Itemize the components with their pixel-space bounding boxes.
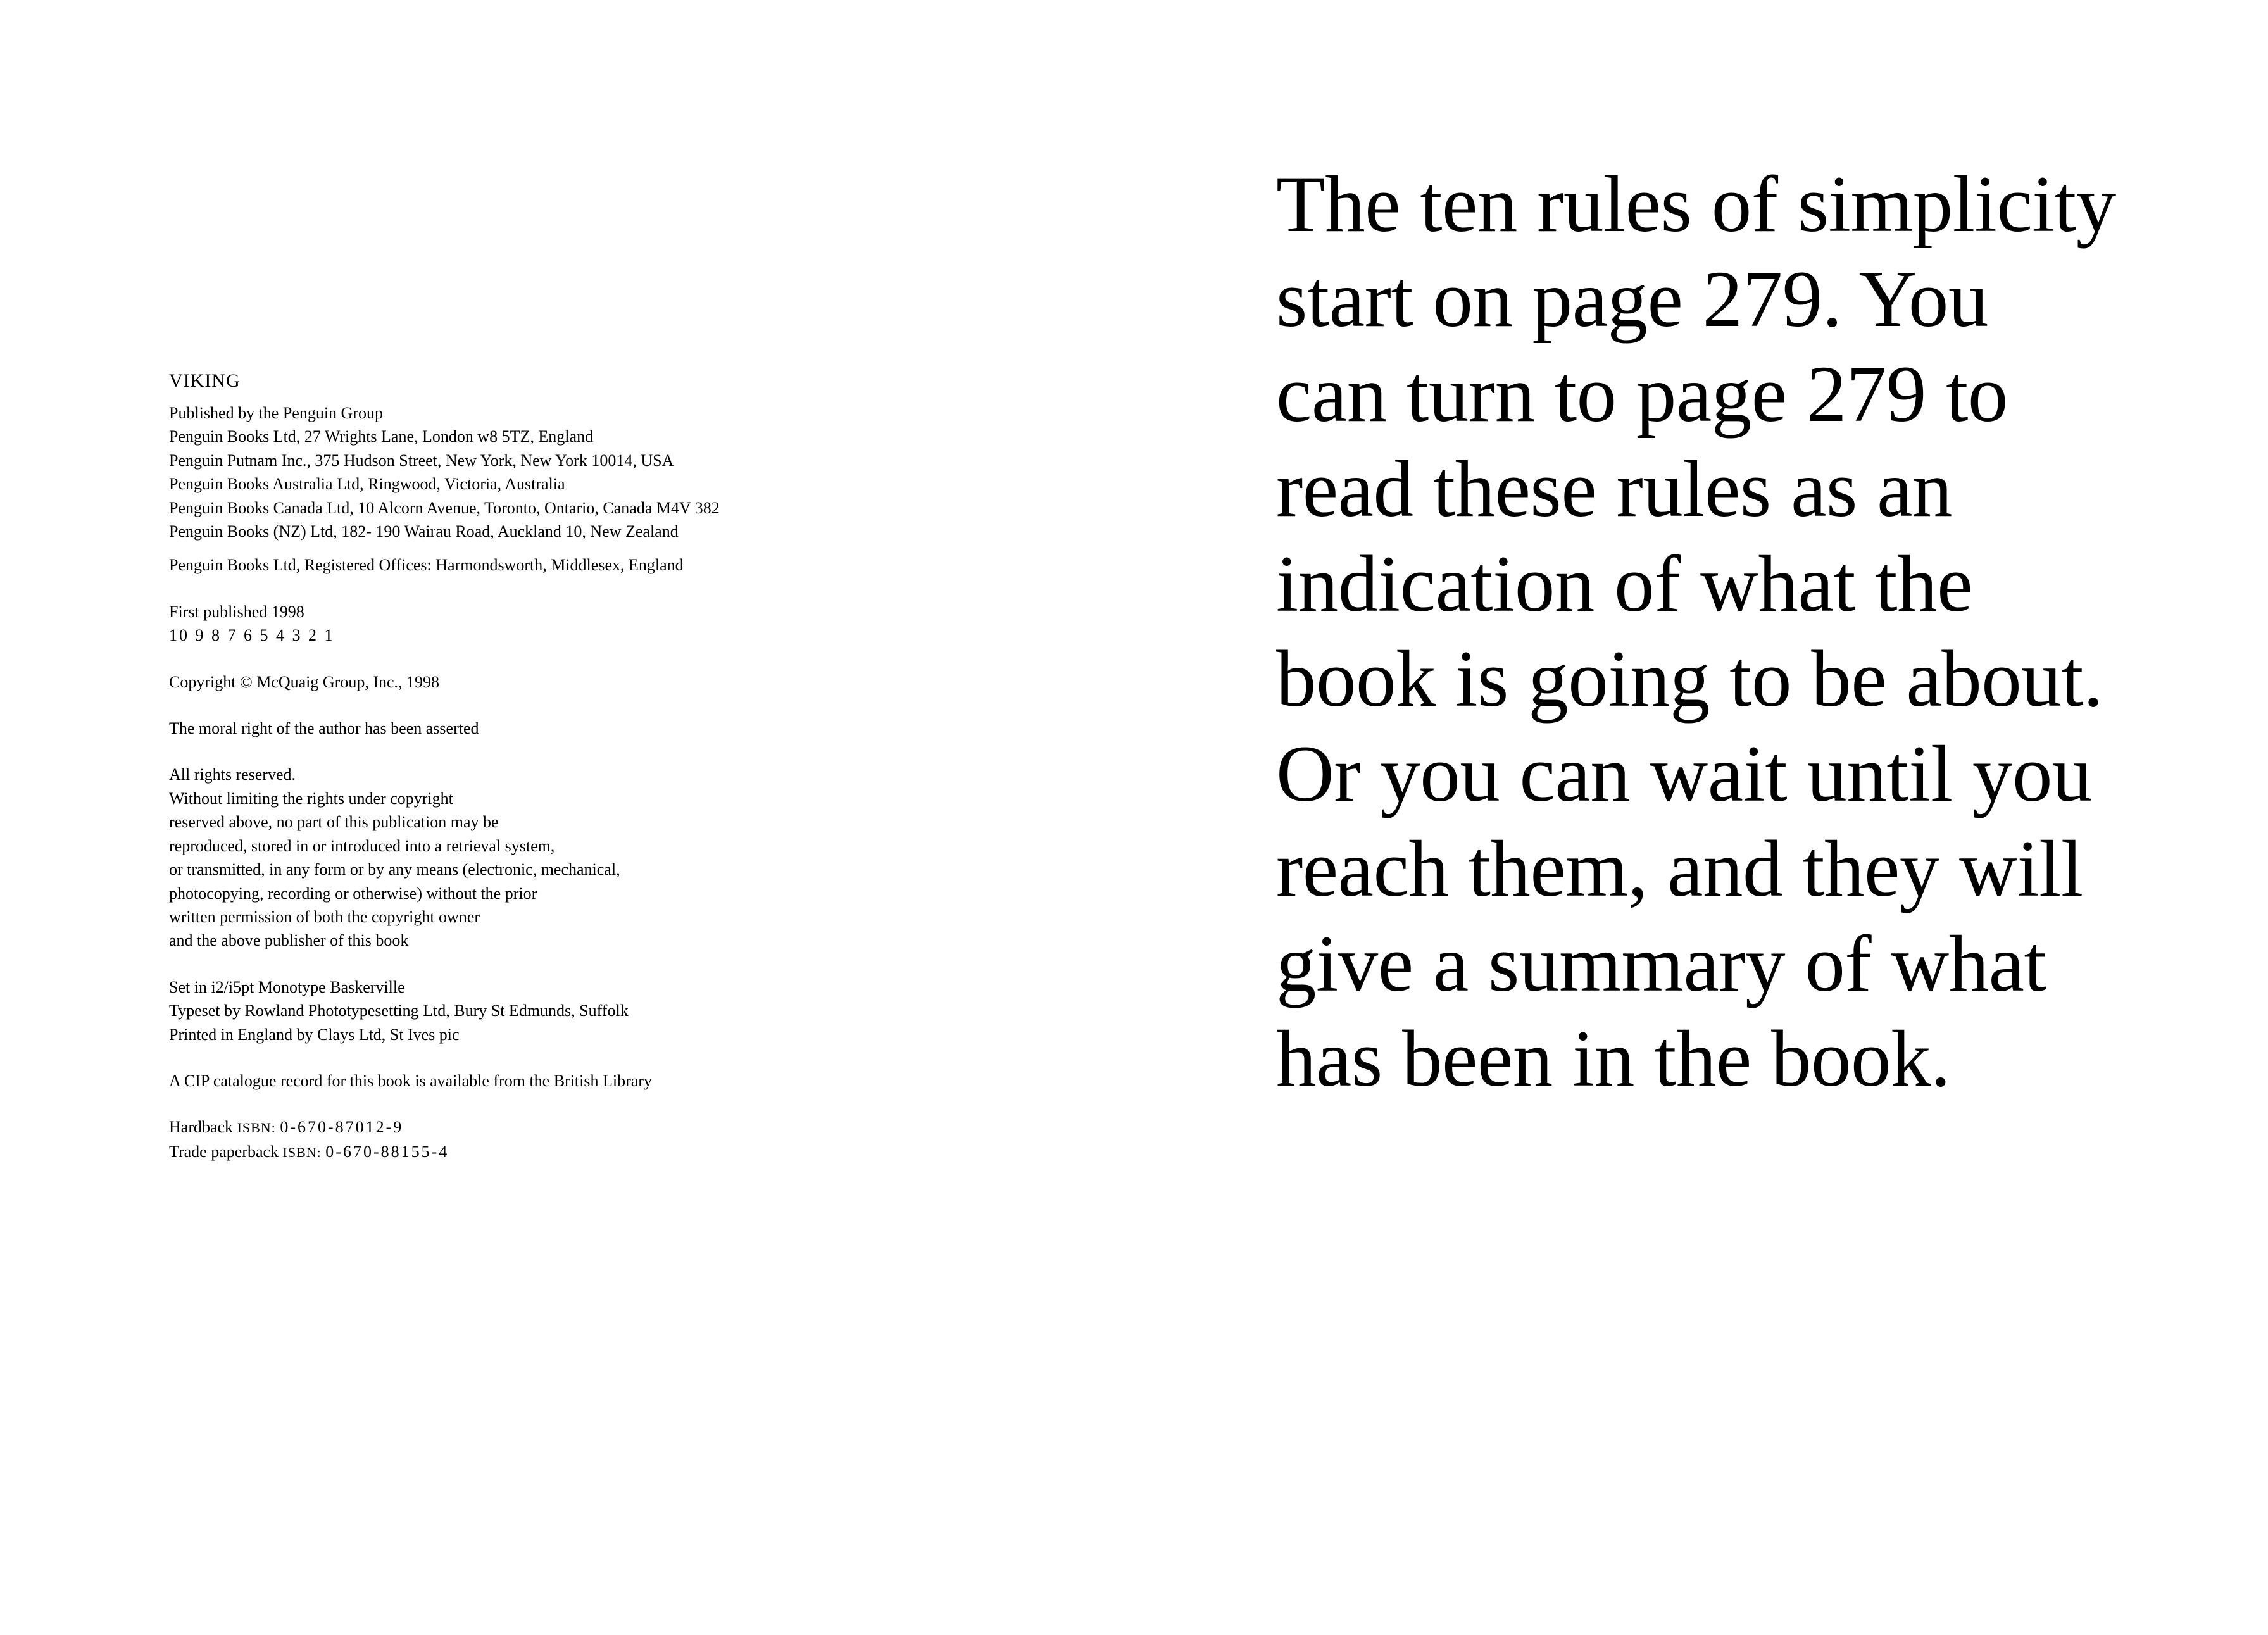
- hardback-isbn-number: 0-670-87012-9: [280, 1118, 404, 1137]
- simplicity-rules-page: [1134, 0, 2268, 1635]
- paperback-isbn-number: 0-670-88155-4: [325, 1142, 449, 1161]
- paragraph-line: give a summary of what: [1276, 920, 2046, 1008]
- paragraph-line: start on page 279. You: [1276, 255, 1988, 344]
- paragraph-line: has been in the book.: [1276, 1015, 1951, 1103]
- paragraph-line: book is going to be about.: [1276, 635, 2103, 724]
- paragraph-line: can turn to page 279 to: [1276, 350, 2008, 439]
- rights-line: photocopying, recording or otherwise) without the prior: [169, 884, 537, 903]
- cip-notice: A CIP catalogue record for this book is available from the British Library: [169, 1071, 652, 1090]
- paperback-label: Trade paperback: [169, 1142, 279, 1161]
- rights-line: or transmitted, in any form or by any means (electronic, mechanical,: [169, 860, 620, 879]
- published-by: Published by the Penguin Group: [169, 404, 383, 422]
- address-line: Penguin Putnam Inc., 375 Hudson Street, New York, New York 10014, USA: [169, 451, 674, 470]
- publisher-name: VIKING: [169, 370, 241, 391]
- isbn-block: [169, 1115, 1087, 1164]
- isbn-label: ISBN:: [282, 1144, 322, 1160]
- rights-line: and the above publisher of this book: [169, 931, 409, 950]
- rights-line: reproduced, stored in or introduced into a retrieval system,: [169, 836, 555, 855]
- publisher-addresses: [169, 425, 1087, 543]
- hardback-label: Hardback: [169, 1118, 234, 1137]
- registered-offices: Penguin Books Ltd, Registered Offices: Harmondsworth, Middlesex, England: [169, 556, 684, 575]
- rights-line: Without limiting the rights under copyright: [169, 789, 453, 808]
- rules-intro-paragraph: [1276, 157, 2251, 1106]
- address-line: Penguin Books Canada Ltd, 10 Alcorn Avenue, Toronto, Ontario, Canada M4V 382: [169, 498, 720, 517]
- moral-right-notice: The moral right of the author has been asserted: [169, 719, 479, 738]
- paragraph-line: read these rules as an: [1276, 445, 1953, 534]
- production-line: Set in i2/i5pt Monotype Baskerville: [169, 977, 405, 996]
- production-credits: [169, 975, 1087, 1046]
- rights-line: reserved above, no part of this publication may be: [169, 813, 499, 832]
- paperback-isbn: [169, 1140, 1087, 1164]
- paragraph-line: Or you can wait until you: [1276, 730, 2093, 818]
- isbn-label: ISBN:: [237, 1120, 276, 1136]
- paragraph-line: indication of what the: [1276, 540, 1972, 629]
- rights-reserved-notice: [169, 763, 1087, 952]
- address-line: Penguin Books Ltd, 27 Wrights Lane, London w8 5TZ, England: [169, 427, 594, 446]
- production-line: Printed in England by Clays Ltd, St Ives pic: [169, 1025, 460, 1044]
- first-published: First published 1998: [169, 602, 304, 621]
- rights-line: All rights reserved.: [169, 765, 296, 784]
- address-line: Penguin Books (NZ) Ltd, 182- 190 Wairau Road, Auckland 10, New Zealand: [169, 522, 679, 541]
- paragraph-line: reach them, and they will: [1276, 825, 2083, 913]
- copyright-notice: Copyright © McQuaig Group, Inc., 1998: [169, 672, 440, 691]
- paragraph-line: The ten rules of simplicity: [1276, 160, 2116, 249]
- production-line: Typeset by Rowland Phototypesetting Ltd, Bury St Edmunds, Suffolk: [169, 1001, 629, 1020]
- imprint-block: [169, 368, 1087, 1164]
- rights-line: written permission of both the copyright owner: [169, 907, 480, 926]
- printing-line: 10 9 8 7 6 5 4 3 2 1: [169, 626, 335, 645]
- hardback-isbn: [169, 1115, 1087, 1139]
- address-line: Penguin Books Australia Ltd, Ringwood, Victoria, Australia: [169, 475, 565, 494]
